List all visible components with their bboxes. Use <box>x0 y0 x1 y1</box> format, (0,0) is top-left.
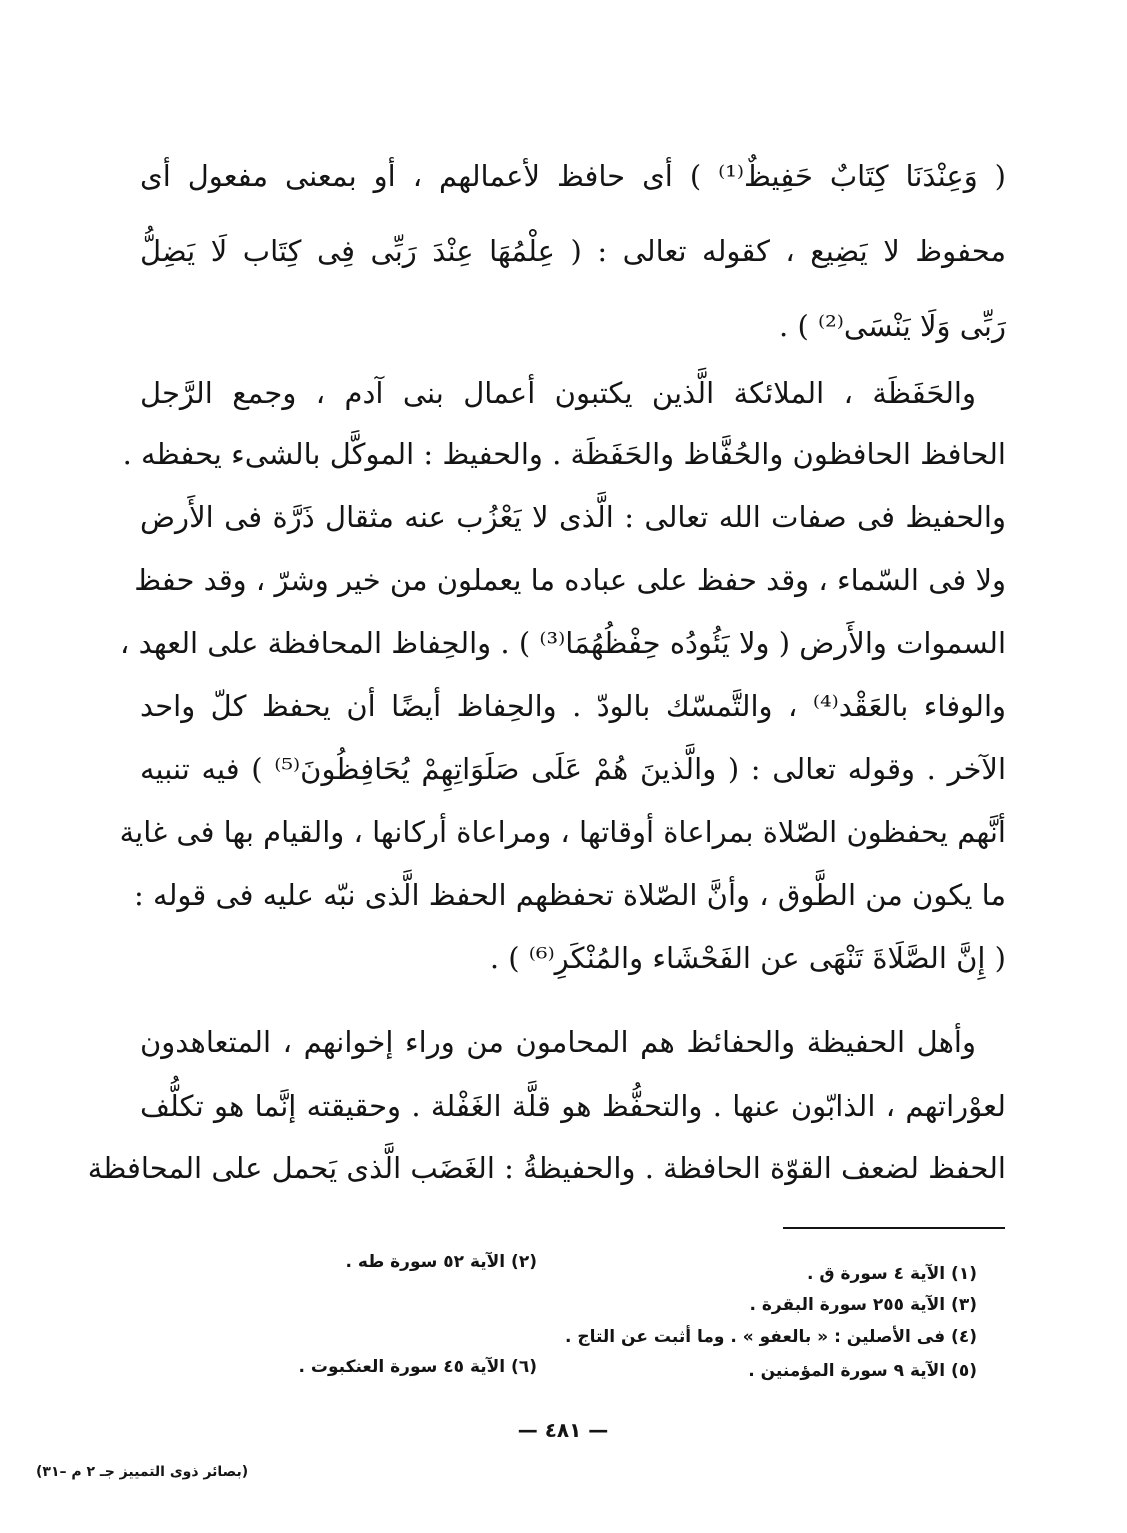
footnote-6: (٦) الآية ٤٥ سورة العنكبوت . <box>298 1357 537 1377</box>
signature-mark: (بصائر ذوى التمييز جـ ٢ م –٣١) <box>36 1464 249 1480</box>
page-number: — ٤٨١ — <box>517 1418 609 1442</box>
footnote-5: (٥) الآية ٩ سورة المؤمنين . <box>748 1361 977 1381</box>
text-line-5: الحافظ الحافظون والحُفَّاظ والحَفَظَة . والحفيظ : الموكَّل بالشىء يحفظه . <box>122 437 1006 471</box>
text-line-12: ما يكون من الطَّوق ، وأنَّ الصّلاة تحفظهم الحفظ الَّذى نبّه عليه فى قوله : <box>134 878 1006 912</box>
text-line-8: السموات والأَرض ( ولا يَئُودُه حِفْظُهُمَا⁽³⁾ ) . والحِفاظ المحافظة على العهد ، <box>120 626 1006 660</box>
text-line-6: والحفيظ فى صفات الله تعالى : الَّذى لا يَعْزُب عنه مثقال ذَرَّة فى الأَرض <box>140 500 1006 534</box>
text-line-16: الحفظ لضعف القوّة الحافظة . والحفيظةُ : الغَضَب الَّذى يَحمل على المحافظة <box>87 1151 1006 1185</box>
text-line-7: ولا فى السّماء ، وقد حفظ على عباده ما يعملون من خير وشرّ ، وقد حفظ <box>134 563 1006 597</box>
text-line-14: وأهل الحفيظة والحفائظ هم المحامون من وراء إخوانهم ، المتعاهدون <box>140 1025 976 1059</box>
text-line-9: والوفاء بالعَقْد⁽⁴⁾ ، والتَّمسّك بالودّ . والحِفاظ أيضًا أن يحفظ كلّ واحد <box>140 689 1007 723</box>
footnote-separator <box>783 1227 1005 1229</box>
footnote-3: (٣) الآية ٢٥٥ سورة البقرة . <box>749 1295 977 1315</box>
text-line-1: ( وَعِنْدَنَا كِتَابٌ حَفِيظٌ⁽¹⁾ ) أى حافظ لأعمالهم ، أو بمعنى مفعول أى <box>140 159 1006 193</box>
text-line-11: أنَّهم يحفظون الصّلاة بمراعاة أوقاتها ، ومراعاة أركانها ، والقيام بها فى غاية <box>119 815 1006 849</box>
footnote-4: (٤) فى الأصلين : « بالعفو » . وما أثبت عن التاج . <box>564 1327 977 1347</box>
text-line-15: لعوْراتهم ، الذابّون عنها . والتحفُّظ هو قلَّة الغَفْلة . وحقيقته إنَّما هو تكلُّف <box>140 1089 1006 1123</box>
text-line-10: الآخر . وقوله تعالى : ( والَّذينَ هُمْ عَلَى صَلَوَاتِهِمْ يُحَافِظُونَ⁽⁵⁾ ) فيه تنبيه <box>140 752 1007 786</box>
text-line-3: رَبِّى وَلَا يَنْسَى⁽²⁾ ) . <box>779 309 1006 343</box>
text-line-13: ( إِنَّ الصَّلَاةَ تَنْهَى عن الفَحْشَاء والمُنْكَرِ⁽⁶⁾ ) . <box>489 941 1006 975</box>
text-line-4: والحَفَظَة ، الملائكة الَّذين يكتبون أعمال بنى آدم ، وجمع الرَّجل <box>140 376 976 410</box>
footnote-2: (٢) الآية ٥٢ سورة طه . <box>345 1252 537 1272</box>
text-line-2: محفوظ لا يَضِيع ، كقوله تعالى : ( عِلْمُهَا عِنْدَ رَبِّى فِى كِتَاب لَا يَضِلُّ <box>140 234 1006 268</box>
footnote-1: (١) الآية ٤ سورة ق . <box>807 1264 977 1284</box>
